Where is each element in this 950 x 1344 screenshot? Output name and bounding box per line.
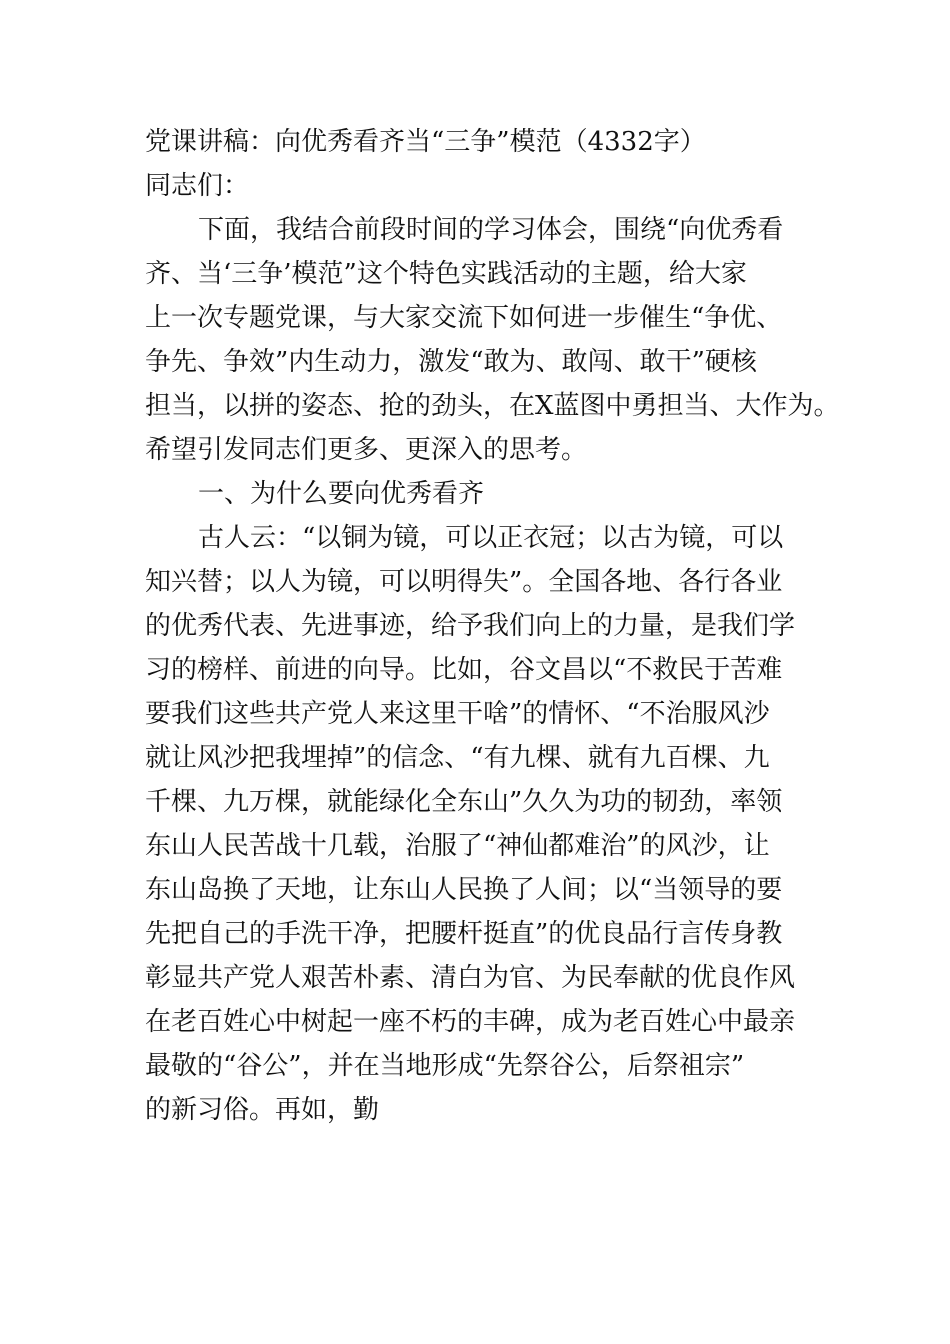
paragraph-line: 争先、争效”内生动力，激发“敢为、敢闯、敢干”硬核	[145, 347, 757, 377]
document-title: 党课讲稿：向优秀看齐当“三争”模范（4332字）	[145, 127, 706, 157]
paragraph-line: 最敬的“谷公”，并在当地形成“先祭谷公，后祭祖宗”	[145, 1051, 745, 1081]
section-heading: 一、为什么要向优秀看齐	[198, 479, 485, 509]
paragraph-line: 古人云：“以铜为镜，可以正衣冠；以古为镜，可以	[198, 523, 784, 553]
paragraph-line: 担当，以拼的姿态、抢的劲头，在X蓝图中勇担当、大作为。	[145, 391, 840, 421]
paragraph-line: 要我们这些共产党人来这里干啥”的情怀、“不治服风沙	[145, 699, 770, 729]
paragraph-line: 齐、当‘三争’模范”这个特色实践活动的主题，给大家	[145, 259, 747, 289]
paragraph-line: 东山人民苦战十几载，治服了“神仙都难治”的风沙，让	[145, 831, 770, 861]
paragraph-line: 东山岛换了天地，让东山人民换了人间；以“当领导的要	[145, 875, 783, 905]
salutation: 同志们：	[145, 171, 250, 201]
paragraph-line: 在老百姓心中树起一座不朽的丰碑，成为老百姓心中最亲	[145, 1007, 796, 1037]
paragraph-line: 先把自己的手洗干净，把腰杆挺直”的优良品行言传身教	[145, 919, 783, 949]
paragraph-line: 的新习俗。再如，勤	[145, 1095, 380, 1125]
paragraph-line: 知兴替；以人为镜，可以明得失”。全国各地、各行各业	[145, 567, 783, 597]
paragraph-line: 千棵、九万棵，就能绿化全东山”久久为功的韧劲，率领	[145, 787, 783, 817]
paragraph-line: 彰显共产党人艰苦朴素、清白为官、为民奉献的优良作风	[145, 963, 796, 993]
paragraph-line: 希望引发同志们更多、更深入的思考。	[145, 435, 588, 465]
paragraph-line: 习的榜样、前进的向导。比如，谷文昌以“不救民于苦难	[145, 655, 783, 685]
paragraph-line: 上一次专题党课，与大家交流下如何进一步催生“争优、	[145, 303, 783, 333]
paragraph-line: 就让风沙把我埋掉”的信念、“有九棵、就有九百棵、九	[145, 743, 770, 773]
paragraph-line: 下面，我结合前段时间的学习体会，围绕“向优秀看	[198, 215, 784, 245]
paragraph-line: 的优秀代表、先进事迹，给予我们向上的力量，是我们学	[145, 611, 796, 641]
